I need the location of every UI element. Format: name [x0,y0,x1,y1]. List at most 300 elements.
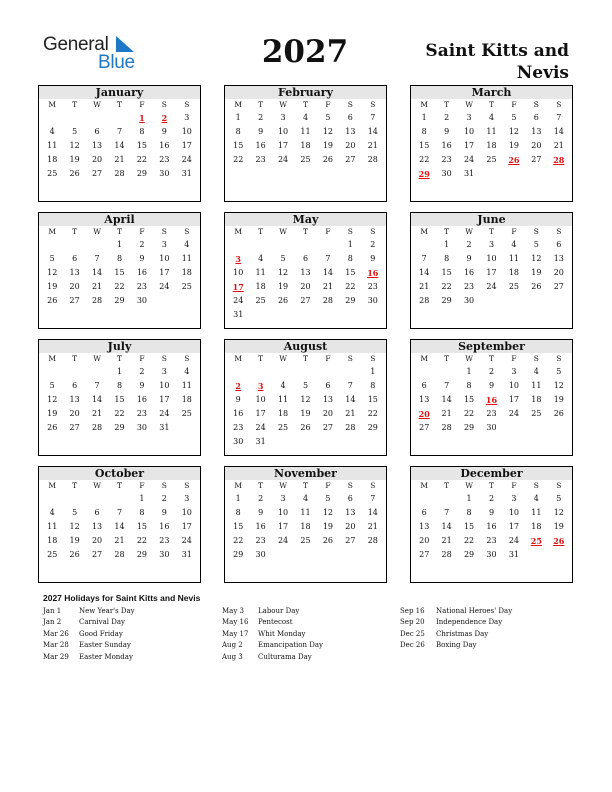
day-cell: 22 [233,536,244,545]
day-cell: 8 [139,508,145,517]
day-cell: 24 [159,409,170,418]
weekday-header-row [39,226,200,238]
day-cell: 9 [139,254,145,263]
month-title: November [225,467,386,480]
day-cell: 15 [463,395,475,404]
weekday-label: S [347,100,353,109]
day-cell: 10 [255,395,266,404]
weekday-label: M [420,100,429,109]
day-cell: 14 [367,508,378,517]
month-title: December [411,467,572,480]
empty-day-cell [249,238,271,252]
day-cell: 11 [181,381,192,390]
day-cell: 23 [255,536,266,545]
day-cell: 13 [419,395,430,404]
day-cell: 16 [136,268,148,277]
day-cell: 24 [277,155,289,164]
day-cell: 22 [441,282,452,291]
day-cell: 30 [255,550,266,559]
day-cell: 25 [181,282,192,291]
weekday-label: M [234,354,243,363]
day-cell: 10 [159,254,170,263]
holiday-date: May 3 [222,607,244,615]
month-december [410,466,573,583]
day-cell: 22 [114,409,125,418]
weekday-label: S [184,481,190,490]
day-cell: 28 [91,296,103,305]
day-cell: 16 [463,268,475,277]
day-cell: 12 [508,127,520,136]
day-cell: 12 [553,381,564,390]
day-cell: 17 [277,141,289,150]
day-cell: 27 [419,550,430,559]
weekday-label: T [116,481,122,490]
day-cell: 13 [345,508,356,517]
holiday-name: Independence Day [436,618,503,627]
weekday-label: S [184,227,190,236]
day-cell: 11 [531,381,542,390]
day-grid [225,492,386,562]
logo-triangle-icon [114,36,136,54]
day-cell: 23 [159,155,170,164]
weekday-label: W [465,481,473,490]
day-cell: 16 [159,141,170,150]
day-cell: 10 [277,508,289,517]
day-cell: 3 [280,494,286,503]
weekday-label: T [258,354,264,363]
day-cell: 6 [302,254,309,263]
weekday-label: S [347,354,353,363]
weekday-label: T [116,354,122,363]
day-cell: 9 [488,508,495,517]
empty-day-cell [413,365,435,379]
day-cell: 21 [91,282,103,291]
day-cell: 25 [181,409,192,418]
day-cell: 17 [508,395,520,404]
day-cell: 9 [444,127,450,136]
day-cell: 24 [233,296,244,305]
holiday-name: Whit Monday [258,629,306,638]
day-cell: 20 [531,141,542,150]
day-cell: 30 [233,437,244,446]
holiday-row [43,607,135,618]
holiday-day-cell: 26 [553,536,565,546]
day-cell: 24 [508,409,520,418]
weekday-label: S [533,100,539,109]
day-cell: 20 [69,282,80,291]
day-cell: 17 [181,522,192,531]
holiday-row [43,653,135,664]
day-cell: 31 [181,169,192,178]
day-cell: 9 [370,254,376,263]
day-cell: 28 [114,169,125,178]
day-cell: 11 [255,268,266,277]
holiday-name: Good Friday [79,629,123,638]
day-cell: 13 [69,268,80,277]
weekday-label: T [72,354,78,363]
day-cell: 2 [466,240,472,249]
weekday-label: W [279,481,287,490]
holiday-day-cell: 2 [235,381,241,391]
day-cell: 8 [421,127,427,136]
weekday-label: T [488,100,494,109]
day-cell: 14 [114,522,125,531]
day-cell: 2 [139,240,145,249]
holiday-date: May 17 [222,629,249,638]
day-grid [39,111,200,181]
day-cell: 11 [300,127,311,136]
day-cell: 4 [488,113,495,122]
weekday-label: S [556,354,562,363]
day-cell: 11 [300,508,311,517]
day-cell: 20 [322,409,334,418]
empty-day-cell [63,492,85,506]
holiday-day-cell: 25 [530,536,542,546]
weekday-header-row [411,226,572,238]
day-cell: 5 [49,254,55,263]
day-cell: 18 [181,395,192,404]
day-cell: 3 [161,240,167,249]
weekday-label: T [444,354,450,363]
weekday-label: T [302,481,308,490]
day-grid [225,111,386,167]
empty-day-cell [108,492,130,506]
month-august [224,339,387,456]
day-cell: 6 [347,494,353,503]
day-cell: 28 [91,423,103,432]
day-cell: 26 [47,296,58,305]
weekday-label: F [139,227,145,236]
day-cell: 17 [159,395,170,404]
day-cell: 6 [72,254,78,263]
holiday-name: New Year's Day [79,607,135,615]
weekday-label: M [234,100,243,109]
day-cell: 1 [235,113,241,122]
weekday-label: T [444,481,450,490]
weekday-label: S [161,481,167,490]
day-cell: 19 [553,522,564,531]
day-cell: 30 [441,169,452,178]
day-cell: 11 [277,395,289,404]
weekday-label: F [325,227,331,236]
empty-day-cell [63,238,85,252]
day-cell: 3 [280,113,286,122]
weekday-label: F [325,481,331,490]
day-cell: 2 [258,113,264,122]
empty-day-cell [227,238,249,252]
day-cell: 19 [322,522,334,531]
day-cell: 3 [488,240,495,249]
weekday-label: M [48,481,57,490]
day-cell: 10 [508,508,520,517]
month-title: June [411,213,572,226]
day-cell: 25 [300,155,311,164]
month-title: July [39,340,200,353]
day-cell: 4 [302,113,309,122]
day-cell: 14 [441,395,452,404]
weekday-label: S [370,100,376,109]
day-cell: 10 [508,381,520,390]
weekday-label: W [279,227,287,236]
day-cell: 19 [47,282,58,291]
day-cell: 5 [533,240,539,249]
day-cell: 19 [508,141,520,150]
day-cell: 16 [159,522,170,531]
day-cell: 14 [91,268,103,277]
day-cell: 24 [463,155,475,164]
day-cell: 10 [181,127,192,136]
day-cell: 1 [466,494,472,503]
day-cell: 23 [159,536,170,545]
weekday-label: W [93,481,101,490]
day-cell: 19 [47,409,58,418]
day-cell: 4 [302,494,309,503]
day-cell: 27 [300,296,311,305]
day-cell: 17 [486,268,497,277]
day-cell: 1 [235,494,241,503]
day-cell: 4 [49,508,55,517]
day-cell: 21 [367,141,378,150]
day-cell: 10 [233,268,244,277]
day-cell: 7 [444,381,450,390]
day-cell: 2 [139,367,145,376]
day-cell: 18 [277,409,289,418]
empty-day-cell [41,365,63,379]
weekday-label: S [533,227,539,236]
holiday-row [400,630,512,641]
day-cell: 7 [347,381,353,390]
weekday-label: F [511,227,517,236]
day-cell: 25 [300,536,311,545]
day-cell: 23 [486,536,497,545]
day-cell: 18 [181,268,192,277]
day-cell: 18 [47,536,58,545]
weekday-label: S [556,100,562,109]
day-cell: 25 [508,282,520,291]
holiday-name: Boxing Day [436,641,477,650]
day-cell: 11 [47,522,58,531]
day-cell: 18 [531,522,542,531]
day-cell: 17 [159,268,170,277]
empty-day-cell [41,238,63,252]
weekday-label: T [488,481,494,490]
holiday-name: Christmas Day [436,629,489,638]
holiday-column [400,607,512,653]
day-cell: 23 [463,282,475,291]
holiday-day-cell: 16 [485,395,498,405]
day-cell: 15 [233,141,244,150]
day-cell: 25 [277,423,289,432]
empty-day-cell [435,492,457,506]
weekday-label: S [347,227,353,236]
holiday-date: Sep 16 [400,607,425,615]
day-cell: 5 [511,113,517,122]
day-cell: 25 [486,155,497,164]
month-title: April [39,213,200,226]
day-cell: 6 [325,381,331,390]
weekday-header-row [225,99,386,111]
empty-day-cell [86,492,108,506]
day-cell: 27 [345,536,356,545]
month-title: September [411,340,572,353]
day-cell: 31 [181,550,192,559]
day-cell: 10 [159,381,170,390]
weekday-label: T [72,481,78,490]
day-cell: 9 [161,127,167,136]
day-cell: 26 [553,409,564,418]
day-cell: 13 [69,395,80,404]
day-cell: 26 [69,550,80,559]
day-cell: 11 [181,254,192,263]
day-cell: 18 [531,395,542,404]
weekday-label: T [116,227,122,236]
day-cell: 29 [367,423,378,432]
day-cell: 15 [114,268,125,277]
holiday-date: Mar 28 [43,641,69,650]
day-cell: 12 [69,522,80,531]
weekday-header-row [225,480,386,492]
day-cell: 26 [47,423,58,432]
day-cell: 14 [322,268,334,277]
brand-logo [43,33,153,73]
day-cell: 19 [69,155,80,164]
month-july [38,339,201,456]
month-title: October [39,467,200,480]
holiday-name: Culturama Day [258,652,312,661]
day-cell: 20 [69,409,80,418]
holiday-day-cell: 1 [139,113,145,123]
day-cell: 15 [136,522,148,531]
page-title-year: 2027 [261,34,349,70]
day-cell: 12 [300,395,311,404]
holiday-row [222,618,323,629]
day-cell: 20 [300,282,311,291]
empty-day-cell [317,238,339,252]
day-cell: 27 [419,423,430,432]
day-cell: 19 [300,409,311,418]
day-cell: 26 [69,169,80,178]
day-cell: 21 [419,282,430,291]
month-october [38,466,201,583]
holiday-day-cell: 3 [235,254,241,264]
day-cell: 18 [486,141,497,150]
day-cell: 9 [258,508,264,517]
empty-day-cell [413,238,435,252]
day-cell: 16 [255,141,266,150]
holiday-day-cell: 16 [367,268,379,278]
empty-day-cell [272,365,294,379]
day-cell: 17 [277,522,289,531]
day-cell: 27 [91,550,103,559]
weekday-label: T [302,227,308,236]
weekday-label: T [116,100,122,109]
day-cell: 23 [441,155,452,164]
day-cell: 13 [553,254,564,263]
day-cell: 5 [280,254,286,263]
day-cell: 29 [345,296,356,305]
holiday-date: Jan 1 [43,607,62,615]
day-cell: 8 [116,381,123,390]
day-cell: 30 [367,296,378,305]
weekday-label: S [533,354,539,363]
day-cell: 19 [553,395,564,404]
weekday-label: W [93,227,101,236]
day-cell: 11 [486,127,497,136]
day-cell: 24 [277,536,289,545]
day-cell: 29 [136,550,148,559]
day-cell: 1 [347,240,353,249]
day-grid [225,365,386,449]
day-cell: 18 [300,522,311,531]
country-name: Saint Kitts and Nevis [425,41,569,83]
day-cell: 14 [114,141,125,150]
day-cell: 2 [258,494,264,503]
day-cell: 12 [277,268,289,277]
day-cell: 8 [116,254,123,263]
logo-general-text: General [43,34,109,55]
day-cell: 5 [302,381,309,390]
day-cell: 5 [72,127,78,136]
day-cell: 27 [553,282,564,291]
day-cell: 3 [511,494,517,503]
day-cell: 4 [49,127,55,136]
day-cell: 26 [277,296,289,305]
day-cell: 22 [114,282,125,291]
day-cell: 7 [116,508,123,517]
day-cell: 28 [441,423,452,432]
day-cell: 3 [161,367,167,376]
weekday-label: F [139,354,145,363]
day-cell: 29 [114,296,125,305]
day-cell: 8 [466,508,472,517]
day-cell: 6 [72,381,78,390]
day-cell: 1 [370,367,376,376]
day-cell: 14 [91,395,103,404]
day-cell: 13 [531,127,542,136]
day-cell: 4 [184,367,190,376]
empty-day-cell [435,365,457,379]
day-cell: 15 [136,141,148,150]
empty-day-cell [413,492,435,506]
weekday-label: W [279,354,287,363]
day-cell: 29 [136,169,148,178]
day-cell: 4 [511,240,517,249]
day-cell: 28 [114,550,125,559]
month-november [224,466,387,583]
day-cell: 20 [345,141,356,150]
day-cell: 2 [488,367,495,376]
day-cell: 1 [116,240,123,249]
holiday-row [400,641,512,652]
holiday-day-cell: 28 [553,155,565,165]
day-cell: 31 [233,310,244,319]
weekday-label: T [302,354,308,363]
day-cell: 11 [531,508,542,517]
holiday-name: National Heroes' Day [436,607,513,615]
day-cell: 18 [300,141,311,150]
day-cell: 31 [508,550,520,559]
day-cell: 17 [463,141,475,150]
day-cell: 12 [553,508,564,517]
day-cell: 30 [463,296,475,305]
weekday-label: F [511,100,517,109]
day-cell: 8 [370,381,376,390]
day-cell: 12 [69,141,80,150]
day-cell: 9 [258,127,264,136]
day-cell: 22 [367,409,378,418]
day-cell: 21 [114,536,125,545]
day-cell: 26 [300,423,311,432]
